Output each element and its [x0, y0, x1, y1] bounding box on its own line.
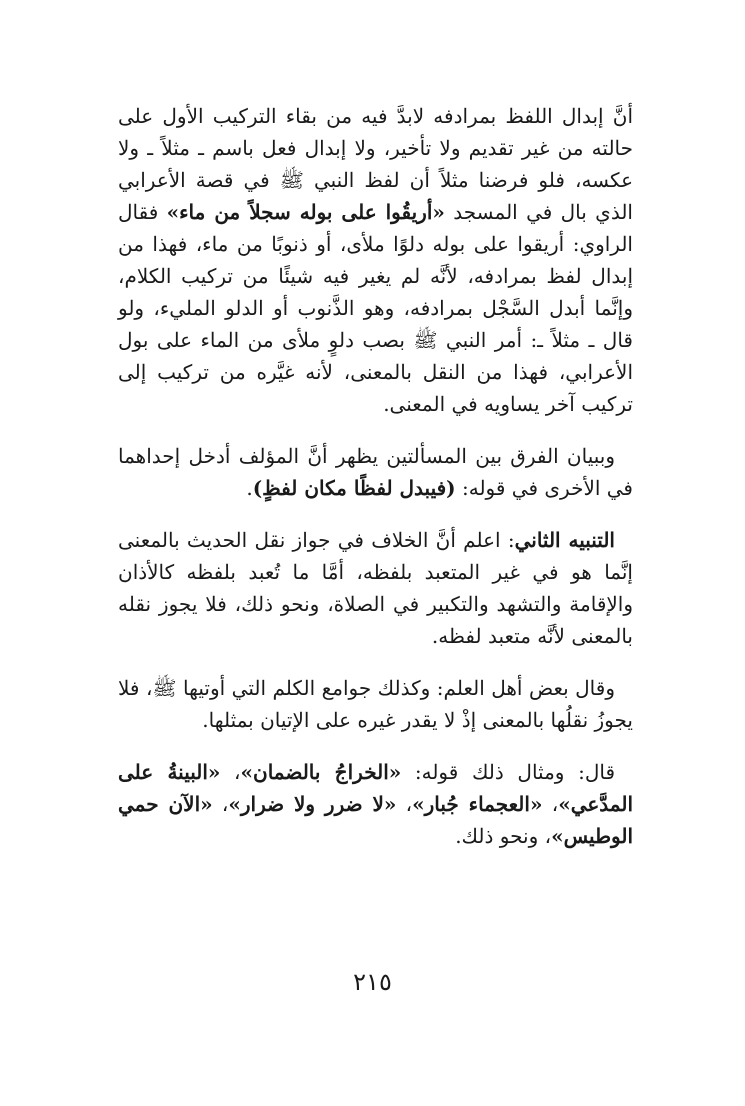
paragraph-2 [118, 440, 633, 504]
hadith-ajmaa: «العجماء جُبار» [412, 792, 543, 816]
paragraph-5-seg-7: ، [396, 792, 413, 816]
hadith-quote-pour-water: «أريقُوا على بوله سجلاً من ماء» [166, 200, 445, 224]
page-number: ٢١٥ [353, 968, 392, 996]
paragraph-4-seg-1: وقال بعض أهل العلم: وكذلك جوامع الكلم التي أوتيها ﷺ، فلا يجوزُ نقلُها بالمعنى إذْ لا يقدر غيره على الإتيان بمثلها. [118, 676, 633, 732]
paragraph-5-seg-5: ، [542, 792, 559, 816]
hadith-la-darar: «لا ضرر ولا ضرار» [228, 792, 397, 816]
paragraph-5-seg-1: قال: ومثال ذلك قوله: [401, 760, 615, 784]
second-note-heading: التنبيه الثاني [514, 528, 615, 552]
paragraph-3-seg-2: : اعلم أنَّ الخلاف في جواز نقل الحديث بالمعنى إنَّما هو في غير المتعبد بلفظه، أمَّا ما تُعبد بلفظه كالأذان والإقامة والتشهد والتكبير في الصلاة، ونحو ذلك، فلا يجوز نقله بالمعنى لأنَّه متعبد لفظه. [118, 528, 633, 648]
paragraph-5-seg-11: ، ونحو ذلك. [455, 824, 552, 848]
paragraph-4 [118, 672, 633, 736]
hadith-watis: «الآن حمي الوطيس» [118, 792, 633, 848]
paragraph-5 [118, 756, 633, 852]
hadith-kharaj: «الخراجُ بالضمان» [240, 760, 402, 784]
paragraph-2-seg-1: وببيان الفرق بين المسألتين يظهر أنَّ المؤلف أدخل إحداهما في الأخرى في قوله: [118, 444, 633, 500]
page-body [118, 100, 633, 852]
paragraph-1-seg-3: فقال الراوي: أريقوا على بوله دلوًا ملأى، أو ذنوبًا من ماء، فهذا من إبدال لفظ بمرادفه، لأنَّه لم يغير فيه شيئًا من تركيب الكلام، وإنَّما أبدل السَّجْل بمرادفه، وهو الذَّنوب أو الدلو المليء، ولو قال ـ مثلاً ـ: أمر النبي ﷺ بصب دلوٍ ملأى من الماء على بول الأعرابي، فهذا من النقل بالمعنى، لأنه غيَّره من تركيب إلى تركيب آخر يساويه في المعنى. [118, 200, 634, 416]
paragraph-1 [118, 100, 633, 420]
paragraph-5-seg-9: ، [212, 792, 229, 816]
paragraph-1-seg-1: أنَّ إبدال اللفظ بمرادفه لابدَّ فيه من بقاء التركيب الأول على حالته من غير تقديم ولا تأخير، ولا إبدال فعل باسم ـ مثلاً ـ ولا عكسه، فلو فرضنا مثلاً أن لفظ النبي ﷺ في قصة الأعرابي الذي بال في المسجد [118, 104, 633, 224]
paragraph-5-seg-3: ، [220, 760, 241, 784]
hadith-bayyina: «البينةُ على المدَّعي» [118, 760, 634, 816]
paragraph-2-seg-3: . [246, 476, 253, 500]
paragraph-3 [118, 524, 633, 652]
author-quote: (فيبدل لفظًا مكان لفظٍ) [252, 476, 456, 500]
